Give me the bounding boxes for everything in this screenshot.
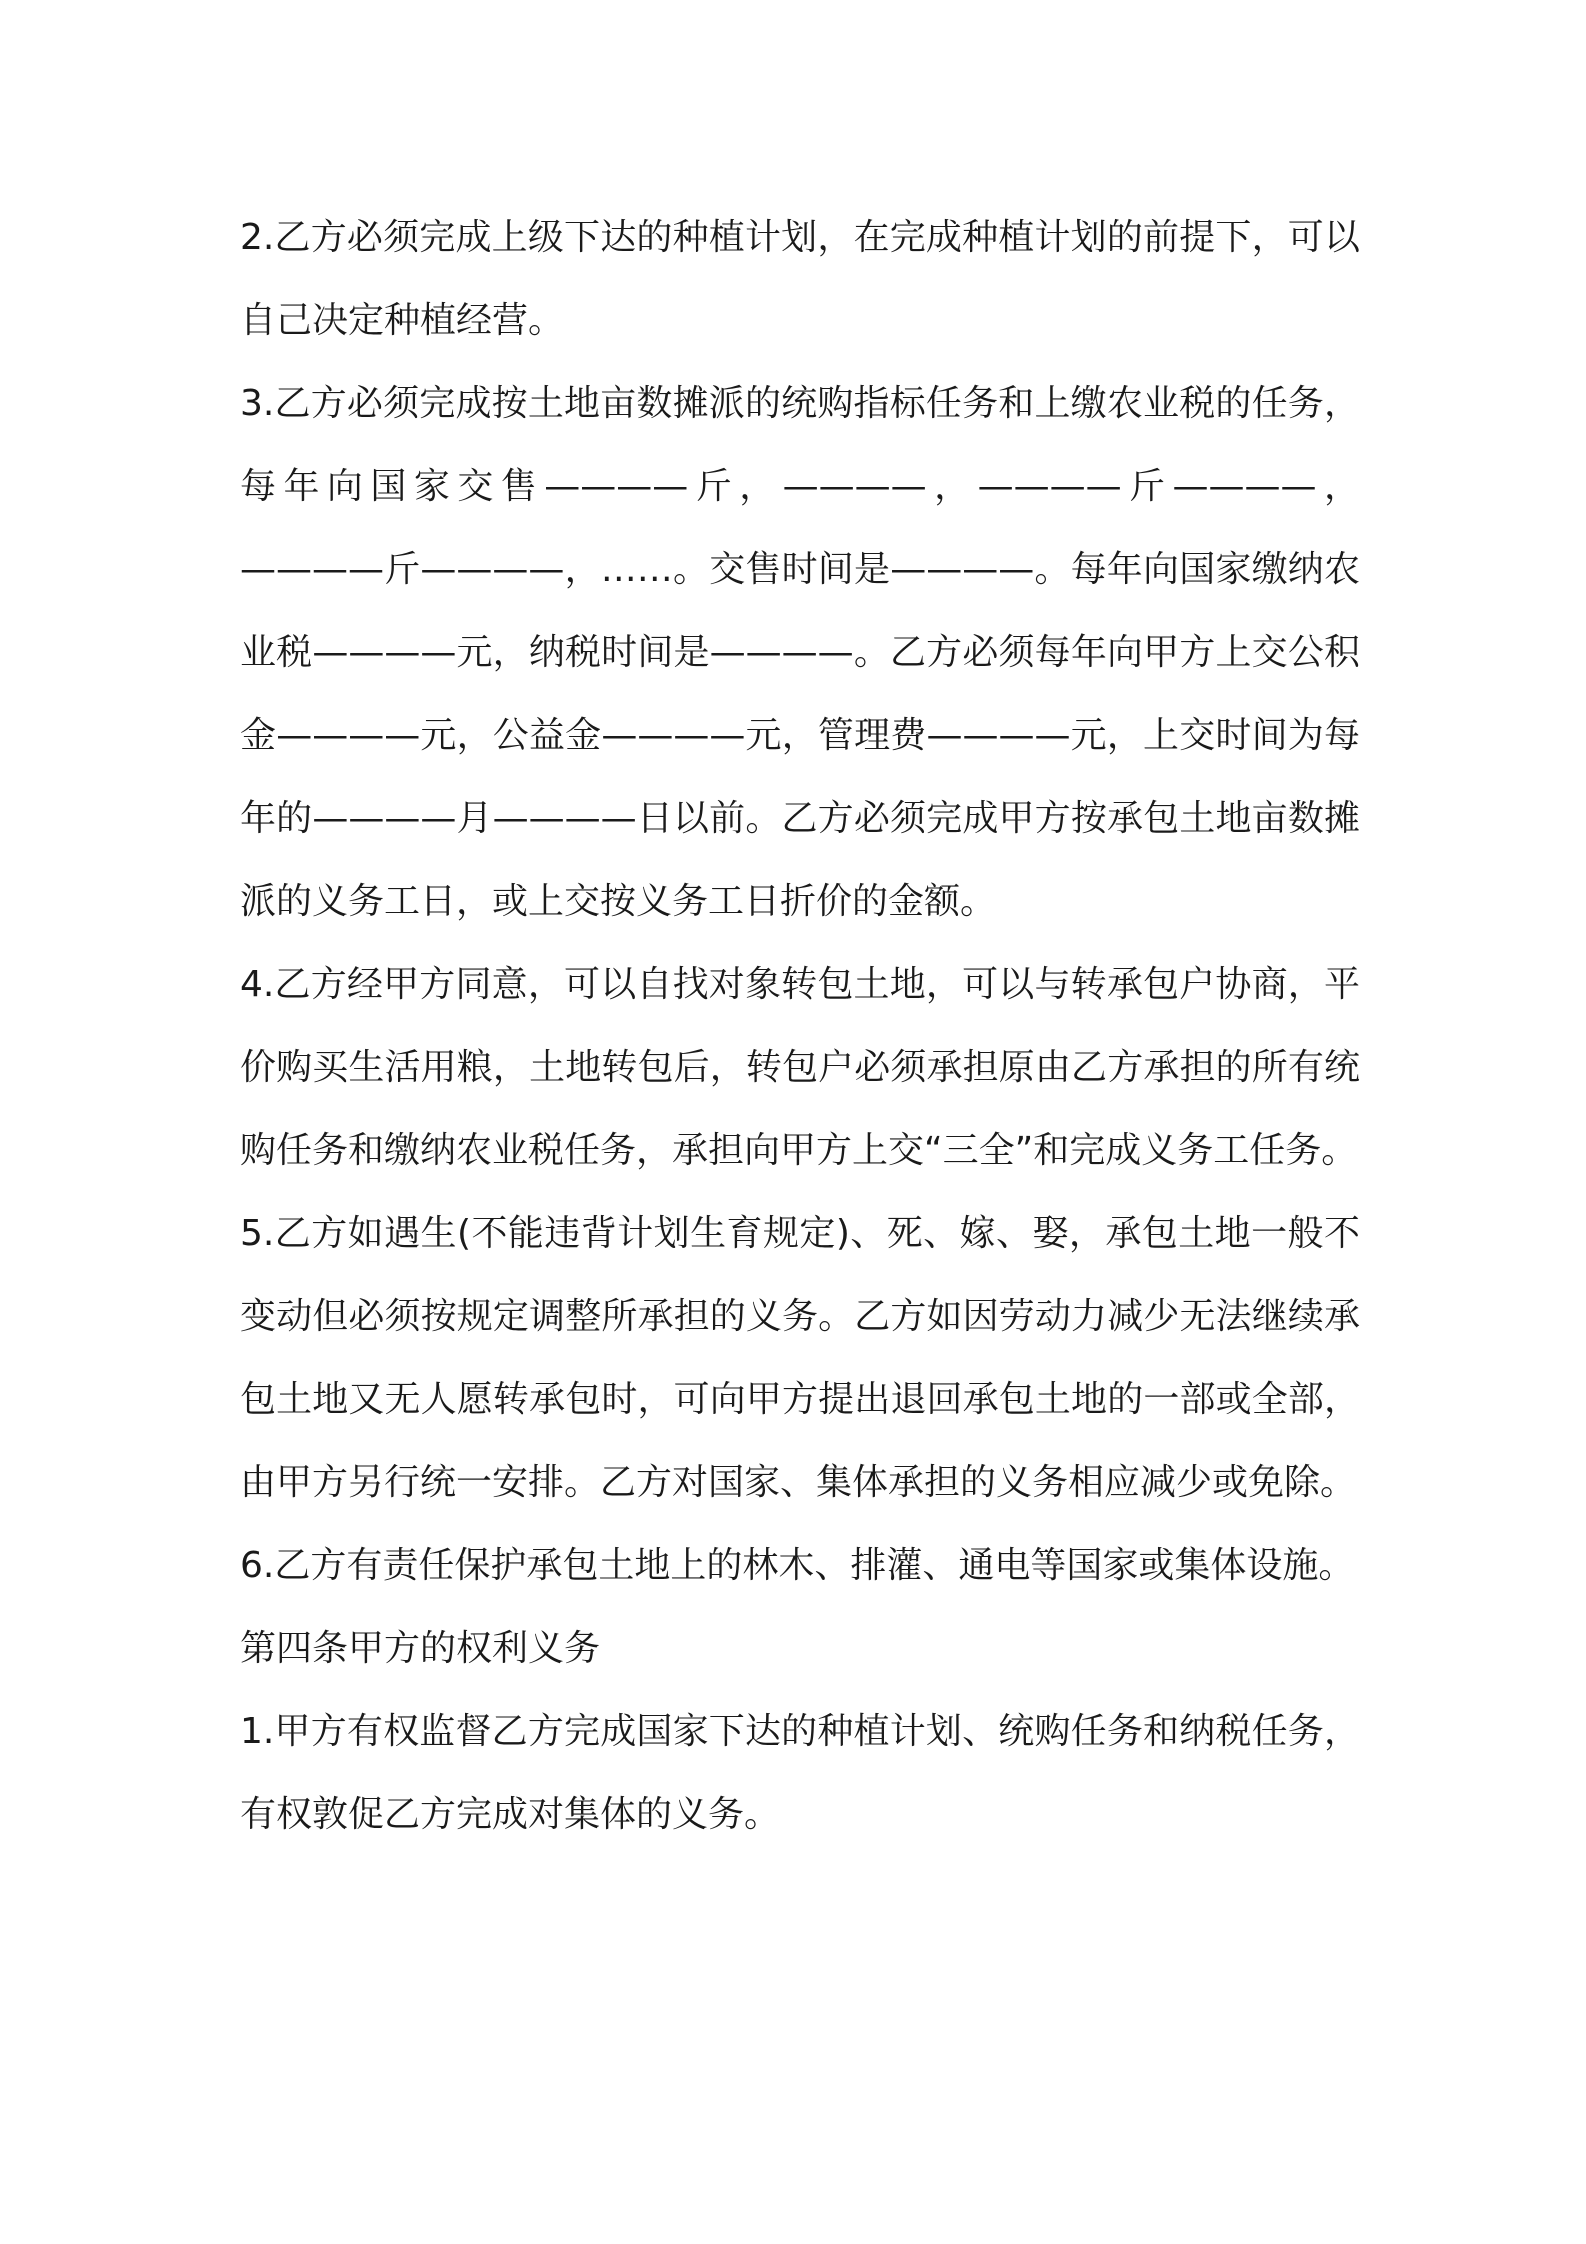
clause-5-paragraph: 5.乙方如遇生(不能违背计划生育规定)、死、嫁、娶，承包土地一般不变动但必须按规定调整所承担的义务。乙方如因劳动力减少无法继续承包土地又无人愿转承包时，可向甲方提出退回承包土地的一部或全部，由甲方另行统一安排。乙方对国家、集体承担的义务相应减少或免除。 bbox=[240, 1213, 1360, 1503]
clause-3-paragraph: 3.乙方必须完成按土地亩数摊派的统购指标任务和上缴农业税的任务，每年向国家交售————斤，————，————斤————，————斤————，……。交售时间是————。每年向国家缴纳农业税————元，纳税时间是————。乙方必须每年向甲方上交公积金————元，公益金————元，管理费————元，上交时间为每年的————月————日以前。乙方必须完成甲方按承包土地亩数摊派的义务工日，或上交按义务工日折价的金额。 bbox=[240, 383, 1360, 922]
clause-6-paragraph: 6.乙方有责任保护承包土地上的林木、排灌、通电等国家或集体设施。 bbox=[240, 1545, 1355, 1586]
article-4-clause-1-paragraph: 1.甲方有权监督乙方完成国家下达的种植计划、统购任务和纳税任务，有权敦促乙方完成对集体的义务。 bbox=[240, 1711, 1360, 1835]
clause-4-paragraph: 4.乙方经甲方同意，可以自找对象转包土地，可以与转承包户协商，平价购买生活用粮，土地转包后，转包户必须承担原由乙方承担的所有统购任务和缴纳农业税任务，承担向甲方上交“三全”和完成义务工任务。 bbox=[240, 964, 1360, 1171]
article-4-heading: 第四条甲方的权利义务 bbox=[240, 1628, 601, 1669]
document-body bbox=[240, 196, 1360, 1856]
clause-2-paragraph: 2.乙方必须完成上级下达的种植计划，在完成种植计划的前提下，可以自己决定种植经营。 bbox=[240, 217, 1360, 341]
